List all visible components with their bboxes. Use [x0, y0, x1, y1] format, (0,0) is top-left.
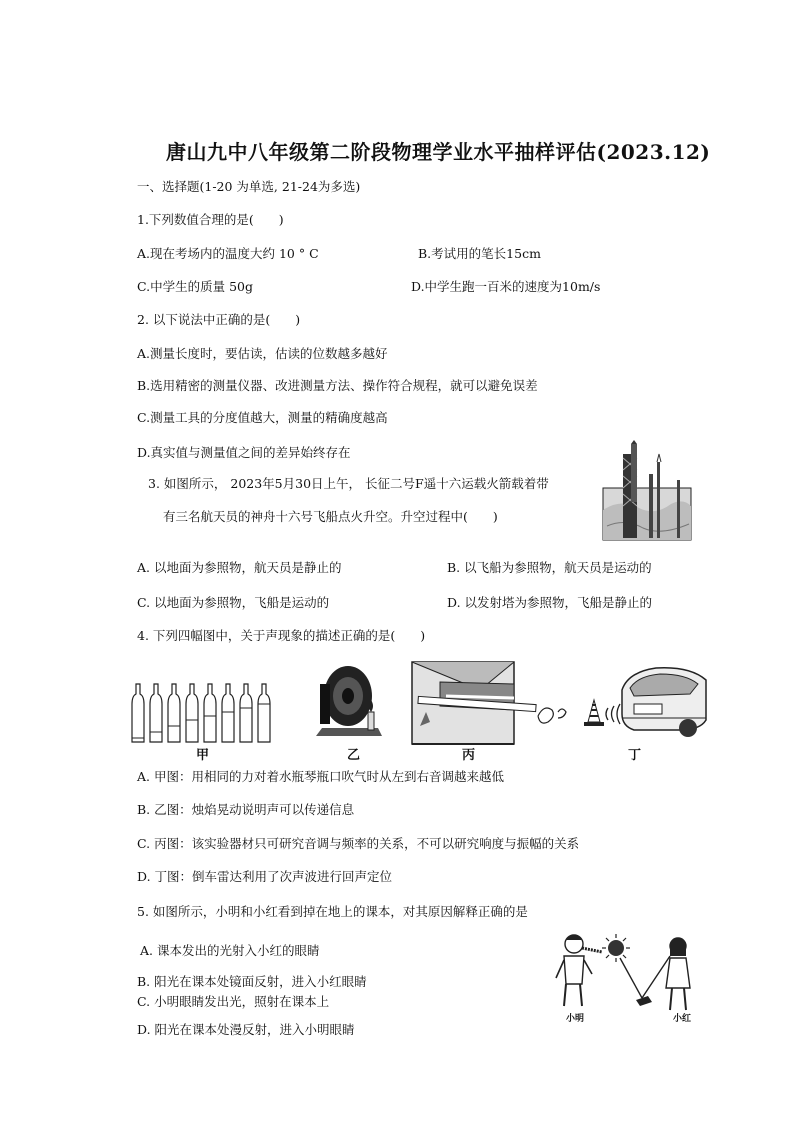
q1-option-a[interactable]: A.现在考场内的温度大约 10 ° C — [137, 246, 319, 261]
figure-label-jia: 甲 — [196, 748, 210, 763]
q5-option-a[interactable]: A. 课本发出的光射入小红的眼睛 — [140, 943, 320, 958]
ruler-table-figure — [410, 660, 540, 746]
rocket-launch-figure — [601, 440, 693, 542]
page-title: 唐山九中八年级第二阶段物理学业水平抽样评估(2023.12) — [166, 140, 711, 164]
q3-option-d[interactable]: D. 以发射塔为参照物，飞船是静止的 — [447, 595, 653, 610]
figure-label-ding: 丁 — [628, 748, 642, 763]
figure-label-xiaoming: 小明 — [566, 1014, 585, 1024]
q1-option-b[interactable]: B.考试用的笔长15cm — [418, 246, 541, 261]
q3-stem-line2: 有三名航天员的神舟十六号飞船点火升空。升空过程中( ) — [163, 509, 498, 524]
q4-stem: 4. 下列四幅图中，关于声现象的描述正确的是( ) — [137, 628, 426, 643]
q1-option-d[interactable]: D.中学生跑一百米的速度为10m/s — [411, 279, 601, 294]
q5-option-b[interactable]: B. 阳光在课本处镜面反射，进入小红眼睛 — [137, 974, 367, 989]
q4-option-d[interactable]: D. 丁图：倒车雷达利用了次声波进行回声定位 — [137, 869, 393, 884]
figure-label-xiaohong: 小红 — [673, 1014, 692, 1024]
figure-label-bing: 丙 — [462, 748, 476, 763]
water-bottles-figure — [128, 680, 278, 744]
q2-option-c[interactable]: C.测量工具的分度值越大，测量的精确度越高 — [137, 410, 388, 425]
q1-stem: 1.下列数值合理的是( ) — [137, 212, 284, 227]
q4-option-c[interactable]: C. 丙图：该实验器材只可研究音调与频率的关系，不可以研究响度与振幅的关系 — [137, 836, 580, 851]
section-heading: 一、选择题(1-20 为单选, 21-24为多选) — [137, 179, 361, 194]
q5-option-d[interactable]: D. 阳光在课本处漫反射，进入小明眼睛 — [137, 1022, 355, 1037]
q5-stem: 5. 如图所示，小明和小红看到掉在地上的课本，对其原因解释正确的是 — [137, 904, 528, 919]
q4-option-a[interactable]: A. 甲图：用相同的力对着水瓶琴瓶口吹气时从左到右音调越来越低 — [137, 769, 504, 784]
q2-stem: 2. 以下说法中正确的是( ) — [137, 312, 301, 327]
q2-option-a[interactable]: A.测量长度时，要估读，估读的位数越多越好 — [137, 346, 388, 361]
q2-option-b[interactable]: B.选用精密的测量仪器、改进测量方法、操作符合规程，就可以避免误差 — [137, 378, 538, 393]
car-radar-figure — [530, 660, 708, 742]
q2-option-d[interactable]: D.真实值与测量值之间的差异始终存在 — [137, 445, 351, 460]
q3-option-c[interactable]: C. 以地面为参照物，飞船是运动的 — [137, 595, 330, 610]
q1-option-c[interactable]: C.中学生的质量 50g — [137, 279, 253, 294]
q3-stem-line1: 3. 如图所示， 2023年5月30日上午， 长征二号F遥十六运载火箭载着带 — [148, 476, 549, 491]
figure-label-yi: 乙 — [347, 748, 361, 763]
q3-option-b[interactable]: B. 以飞船为参照物，航天员是运动的 — [447, 560, 652, 575]
q4-option-b[interactable]: B. 乙图：烛焰晃动说明声可以传递信息 — [137, 802, 355, 817]
q5-option-c[interactable]: C. 小明眼睛发出光，照射在课本上 — [137, 994, 330, 1009]
q3-option-a[interactable]: A. 以地面为参照物，航天员是静止的 — [137, 560, 342, 575]
speaker-candle-figure — [312, 662, 392, 742]
